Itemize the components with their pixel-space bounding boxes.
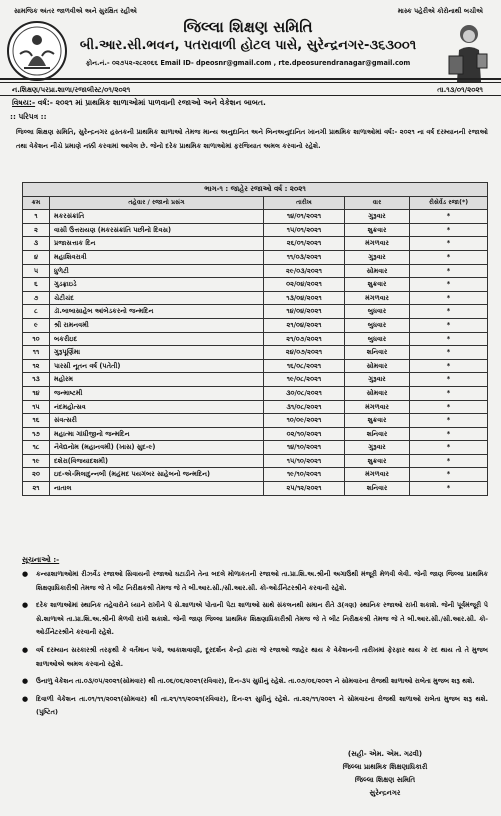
row-date: ૦૨/૦૪/૨૦૨૧ <box>264 278 345 292</box>
row-holiday-name: નૈવેદ્યનોમ (મહાનવમી) (ખાસ) સુદ-૯) <box>50 441 264 455</box>
row-weekday: શનિવાર <box>345 427 410 441</box>
row-weekday: શનિવાર <box>345 482 410 496</box>
row-serial: ૧૯ <box>23 454 50 468</box>
signatory-name: (સહી- એમ. એમ. ગઢવી) <box>347 750 423 758</box>
row-weekday: સોમવાર <box>345 386 410 400</box>
row-holiday-name: બકરીઇદ <box>50 332 264 346</box>
col-header-date: તારીખ <box>264 196 345 210</box>
row-reserved-mark: * <box>410 441 488 455</box>
org-title: જિલ્લા શિક્ષણ સમિતિ <box>183 18 313 36</box>
row-weekday: બુધવાર <box>345 332 410 346</box>
table-row <box>23 427 488 441</box>
row-weekday: ગુરૂવાર <box>345 441 410 455</box>
row-serial: ૧૫ <box>23 400 50 414</box>
row-holiday-name: પ્રજાસત્તાક દિન <box>50 237 264 251</box>
row-serial: ૧૦ <box>23 332 50 346</box>
reference-date: તા.૧૩/૦૧/૨૦૨૧ <box>437 86 483 94</box>
row-reserved-mark: * <box>410 482 488 496</box>
table-row <box>23 223 488 237</box>
subject-line <box>12 98 266 108</box>
row-reserved-mark: * <box>410 210 488 224</box>
row-holiday-name: સંવત્સરી <box>50 414 264 428</box>
row-serial: ૧૩ <box>23 373 50 387</box>
row-weekday: શુક્રવાર <box>345 414 410 428</box>
row-serial: ૯ <box>23 318 50 332</box>
row-weekday: ગુરૂવાર <box>345 210 410 224</box>
table-row <box>23 264 488 278</box>
contact-line: ફોન.નં.- ૦૨૭૫૨-૨૮૨૦૬૬ Email ID- dpeosnr@gmail.com , rte.dpeosurendranagar@gmail.com <box>85 59 411 67</box>
office-address: બી.આર.સી.ભવન, પતરાવાળી હોટલ પાસે, સુરેન્દ્રનગર-૩૬૩૦૦૧ <box>79 38 417 53</box>
row-holiday-name: દશેરા(વિજયાદશમી) <box>50 454 264 468</box>
row-date: ૧૪/૧૦/૨૦૨૧ <box>264 441 345 455</box>
signatory-org: જિલ્લા શિક્ષણ સમિતિ <box>354 776 416 784</box>
table-row <box>23 210 488 224</box>
row-reserved-mark: * <box>410 250 488 264</box>
row-holiday-name: જન્માષ્ટમી <box>50 386 264 400</box>
row-reserved-mark: * <box>410 223 488 237</box>
row-weekday: શુક્રવાર <box>345 223 410 237</box>
row-weekday: મંગળવાર <box>345 468 410 482</box>
table-row <box>23 332 488 346</box>
note-item: ● દિવાળી વેકેશન તા.૦૧/૧૧/૨૦૨૧(સોમવાર) થી તા.૨૧/૧૧/૨૦૨૧(રવિવાર), દિન-૨૧ સુધીનું રહેશે. તા.૨૨/૧૧/૨૦૨૧ ને સોમવારના રોજથી શાળાઓ રાબેતા મુજબ શરૂ થશે.(પુષ્ટિત) <box>20 693 488 720</box>
row-date: ૨૧/૦૪/૨૦૨૧ <box>264 318 345 332</box>
row-holiday-name: ચેટીચંદ <box>50 291 264 305</box>
row-weekday: મંગળવાર <box>345 291 410 305</box>
row-date: ૨૫/૧૨/૨૦૨૧ <box>264 482 345 496</box>
note-item: ● કન્યાશાળાઓમાં રીઝર્વેડ રજાઓ સિવાયની રજાઓ ઘટાડીને તેના બદલે મોળાકતની રજાઓ તા.પ્રા.શિ.અ.શ્રીની અગાઉથી મંજૂરી મેળવી લેવી. જેની જાણ જિલ્લા પ્રાથમિક શિક્ષણાધિકારીશ્રી તેમજ જે તે બીટ નિરીક્ષકશ્રી તેમજ જે તે બી.આર.સી./સી.આર.સી. કો-ઓર્ડીનેટરશ્રીને કરવાની રહેશે. <box>20 568 488 595</box>
table-row <box>23 386 488 400</box>
row-serial: ૧૮ <box>23 441 50 455</box>
slogan-left: સામજિક અંતર જાળવીએ અને સુરક્ષિત રહીએ <box>14 7 137 15</box>
table-row <box>23 373 488 387</box>
row-date: ૧૩/૦૪/૨૦૨૧ <box>264 291 345 305</box>
note-item: ● વર્ષ દરમ્યાન સરકારશ્રી તરફથી કે વર્તમાન પત્રો, આકાશવાણી, દૂરદર્શન કેન્દ્રો દ્વારા જે રજાઓ જાહેર થાય કે વેકેશનની તારીખમાં ફેરફાર થાય કે રદ થાય તો તે મુજબ શાળાઓએ અમલ કરવાનો રહેશે. <box>20 644 488 671</box>
row-serial: ૧૬ <box>23 414 50 428</box>
row-serial: ૨૦ <box>23 468 50 482</box>
row-holiday-name: શ્રી રામનવમી <box>50 318 264 332</box>
row-holiday-name: ધુળેટી <box>50 264 264 278</box>
student-illustration-icon <box>439 20 495 84</box>
row-reserved-mark: * <box>410 386 488 400</box>
row-reserved-mark: * <box>410 291 488 305</box>
table-row <box>23 414 488 428</box>
notes-heading: સૂચનાઓ :- <box>22 555 60 564</box>
note-item: ● ઉનાળુ વેકેશન તા.૦૩/૦૫/૨૦૨૧(સોમવાર) થી તા.૦૬/૦૬/૨૦૨૧(રવિવાર), દિન-૩૫ સુધીનું રહેશે. તા.૦૭/૦૬/૨૦૨૧ ને સોમવારના રોજથી શાળાઓ રાબેતા મુજબ શરૂ થશે. <box>20 675 488 689</box>
row-holiday-name: મકરસંક્રાંતિ <box>50 210 264 224</box>
row-serial: ૨૧ <box>23 482 50 496</box>
row-date: ૩૦/૦૮/૨૦૨૧ <box>264 386 345 400</box>
row-date: ૨૯/૦૩/૨૦૨૧ <box>264 264 345 278</box>
slogan-right: માસ્ક પહેરીએ કોરોનાથી બચીએ <box>397 7 483 15</box>
row-weekday: ગુરૂવાર <box>345 373 410 387</box>
row-weekday: સોમવાર <box>345 264 410 278</box>
row-date: ૧૫/૧૦/૨૦૨૧ <box>264 454 345 468</box>
signatory-place: સુરેન્દ્રનગર <box>369 789 401 797</box>
table-row <box>23 291 488 305</box>
row-serial: ૫ <box>23 264 50 278</box>
row-reserved-mark: * <box>410 373 488 387</box>
row-holiday-name: પારસી નૂતન વર્ષ (પતેતી) <box>50 359 264 373</box>
table-row <box>23 400 488 414</box>
reference-divider <box>0 95 501 96</box>
col-header-reserved: રીસેર્વેડ રજા(*) <box>410 196 488 210</box>
row-reserved-mark: * <box>410 332 488 346</box>
row-date: ૧૬/૦૮/૨૦૨૧ <box>264 359 345 373</box>
row-reserved-mark: * <box>410 359 488 373</box>
row-serial: ૨ <box>23 223 50 237</box>
row-weekday: શનિવાર <box>345 346 410 360</box>
subject-label: વિષય:- <box>12 98 36 107</box>
row-reserved-mark: * <box>410 454 488 468</box>
row-reserved-mark: * <box>410 400 488 414</box>
row-weekday: મંગળવાર <box>345 400 410 414</box>
header-divider-thin <box>0 82 501 83</box>
row-serial: ૩ <box>23 237 50 251</box>
row-date: ૩૧/૦૮/૨૦૨૧ <box>264 400 345 414</box>
col-header-day: વાર <box>345 196 410 210</box>
table-row <box>23 305 488 319</box>
row-holiday-name: ઇદ-એ-મિલાદુન્નબી (મહંમદ પયગંબર સાહેબનો જન્મદિન) <box>50 468 264 482</box>
subject-text: વર્ષ:- ૨૦૨૧ માં પ્રાથમિક શાળાઓમાં પાળવાની રજાઓ અને વેકેશન બાબત. <box>37 98 266 107</box>
table-row <box>23 468 488 482</box>
signatory-title: જિલ્લા પ્રાથમિક શિક્ષણાધિકારી <box>342 763 428 771</box>
table-row <box>23 318 488 332</box>
goddess-emblem-icon <box>6 20 68 82</box>
table-row <box>23 359 488 373</box>
header-divider <box>0 78 501 80</box>
row-reserved-mark: * <box>410 278 488 292</box>
row-reserved-mark: * <box>410 427 488 441</box>
row-date: ૦૨/૧૦/૨૦૨૧ <box>264 427 345 441</box>
col-header-name: તહેવાર / રજાનો પ્રસંગ <box>50 196 264 210</box>
table-row <box>23 250 488 264</box>
row-weekday: ગુરૂવાર <box>345 250 410 264</box>
table-row <box>23 482 488 496</box>
row-weekday: મંગળવાર <box>345 237 410 251</box>
table-row <box>23 454 488 468</box>
reference-row <box>12 86 483 95</box>
row-holiday-name: ડૉ.બાબાસાહેબ આંબેડકરનો જન્મદિન <box>50 305 264 319</box>
row-reserved-mark: * <box>410 264 488 278</box>
row-reserved-mark: * <box>410 237 488 251</box>
row-weekday: બુધવાર <box>345 305 410 319</box>
row-weekday: સોમવાર <box>345 359 410 373</box>
row-reserved-mark: * <box>410 305 488 319</box>
holiday-table <box>22 182 488 496</box>
row-holiday-name: મહાશિવરાત્રી <box>50 250 264 264</box>
row-date: ૧૪/૦૧/૨૦૨૧ <box>264 210 345 224</box>
table-row <box>23 441 488 455</box>
intro-paragraph: જિલ્લા શિક્ષણ સમિતિ, સુરેન્દ્રનગર હસ્તકની પ્રાથમિક શાળાઓ તેમજ માન્ય અનુદાનિત અને બિનઅનુદાનિત ખાનગી પ્રાથમિક શાળાઓમાં વર્ષ:- ૨૦૨૧ ના વર્ષ દરમ્યાનની રજાઓ તથા વેકેશન નીચે પ્રમાણે નક્કી કરવામાં આવેલ છે. જેનો દરેક પ્રાથમિક શાળાઓમાં ફરજિયાત અમલ કરવાનો રહેશે. <box>16 128 488 150</box>
notes-list <box>20 568 488 724</box>
row-serial: ૮ <box>23 305 50 319</box>
row-date: ૧૪/૦૪/૨૦૨૧ <box>264 305 345 319</box>
row-serial: ૧ <box>23 210 50 224</box>
row-date: ૧૦/૦૯/૨૦૨૧ <box>264 414 345 428</box>
row-date: ૧૧/૦૩/૨૦૨૧ <box>264 250 345 264</box>
row-holiday-name: મહાત્મા ગાંધીજીનો જન્મદિન <box>50 427 264 441</box>
row-date: ૨૧/૦૭/૨૦૨૧ <box>264 332 345 346</box>
reference-number: ન.શિક્ષણ/પરપ્રા.શાળા/રજાલીસ્ટ/૦૧/૨૦૨૧ <box>12 86 131 94</box>
row-holiday-name: નાતાલ <box>50 482 264 496</box>
row-holiday-name: મહોરમ <box>50 373 264 387</box>
row-date: ૨૬/૦૧/૨૦૨૧ <box>264 237 345 251</box>
row-reserved-mark: * <box>410 414 488 428</box>
row-serial: ૧૭ <box>23 427 50 441</box>
row-holiday-name: નંદમહોત્સવ <box>50 400 264 414</box>
row-date: ૧૯/૧૦/૨૦૨૧ <box>264 468 345 482</box>
col-header-sr: ક્રમ <box>23 196 50 210</box>
row-serial: ૧૪ <box>23 386 50 400</box>
table-row <box>23 346 488 360</box>
table-row <box>23 278 488 292</box>
note-item: ● દરેક શાળાઓમાં સ્થાનિક તહેવારોને ધ્યાને રાખીને પે સે.શાળાએ પોતાની પેટા શાળાઓ સાથે સંકલનથી સમાન રીતે ૩(ત્રણ) સ્થાનિક રજાઓ રાખી શકાશે. જેની પૂર્વમંજૂરી પે સે.શાળાએ તા.પ્રા.શિ.અ.શ્રીની મેળવી રાખી શકાશે. જેની જાણ જિલ્લા પ્રાથમિક શિક્ષણાધિકારીશ્રી તેમજ જે તે બીટ નિરીક્ષકશ્રી તેમજ જે તે બી.આર.સી./સી.આર.સી. કો-ઓર્ડીનેટરશ્રીને કરવાની રહેશે. <box>20 599 488 640</box>
row-serial: ૬ <box>23 278 50 292</box>
row-holiday-name: ગુડફ્રાઇડે <box>50 278 264 292</box>
row-serial: ૧૨ <box>23 359 50 373</box>
row-weekday: શુક્રવાર <box>345 278 410 292</box>
row-serial: ૭ <box>23 291 50 305</box>
row-serial: ૧૧ <box>23 346 50 360</box>
table-row <box>23 237 488 251</box>
circular-label: :: પરિપત્ર :: <box>10 112 47 121</box>
table-caption: ભાગ-૧ : જાહેર રજાઓ વર્ષ : ૨૦૨૧ <box>23 183 488 197</box>
row-reserved-mark: * <box>410 346 488 360</box>
row-date: ૨૪/૦૭/૨૦૨૧ <box>264 346 345 360</box>
row-holiday-name: ગુરૂપૂર્ણિમા <box>50 346 264 360</box>
row-weekday: બુધવાર <box>345 318 410 332</box>
row-weekday: શુક્રવાર <box>345 454 410 468</box>
row-serial: ૪ <box>23 250 50 264</box>
signature-block <box>305 748 465 800</box>
row-date: ૧૯/૦૮/૨૦૨૧ <box>264 373 345 387</box>
row-date: ૧૫/૦૧/૨૦૨૧ <box>264 223 345 237</box>
row-reserved-mark: * <box>410 318 488 332</box>
row-reserved-mark: * <box>410 468 488 482</box>
row-holiday-name: વાસી ઉત્તરાયણ (મકરસંક્રાંતિ પછીનો દિવસ) <box>50 223 264 237</box>
